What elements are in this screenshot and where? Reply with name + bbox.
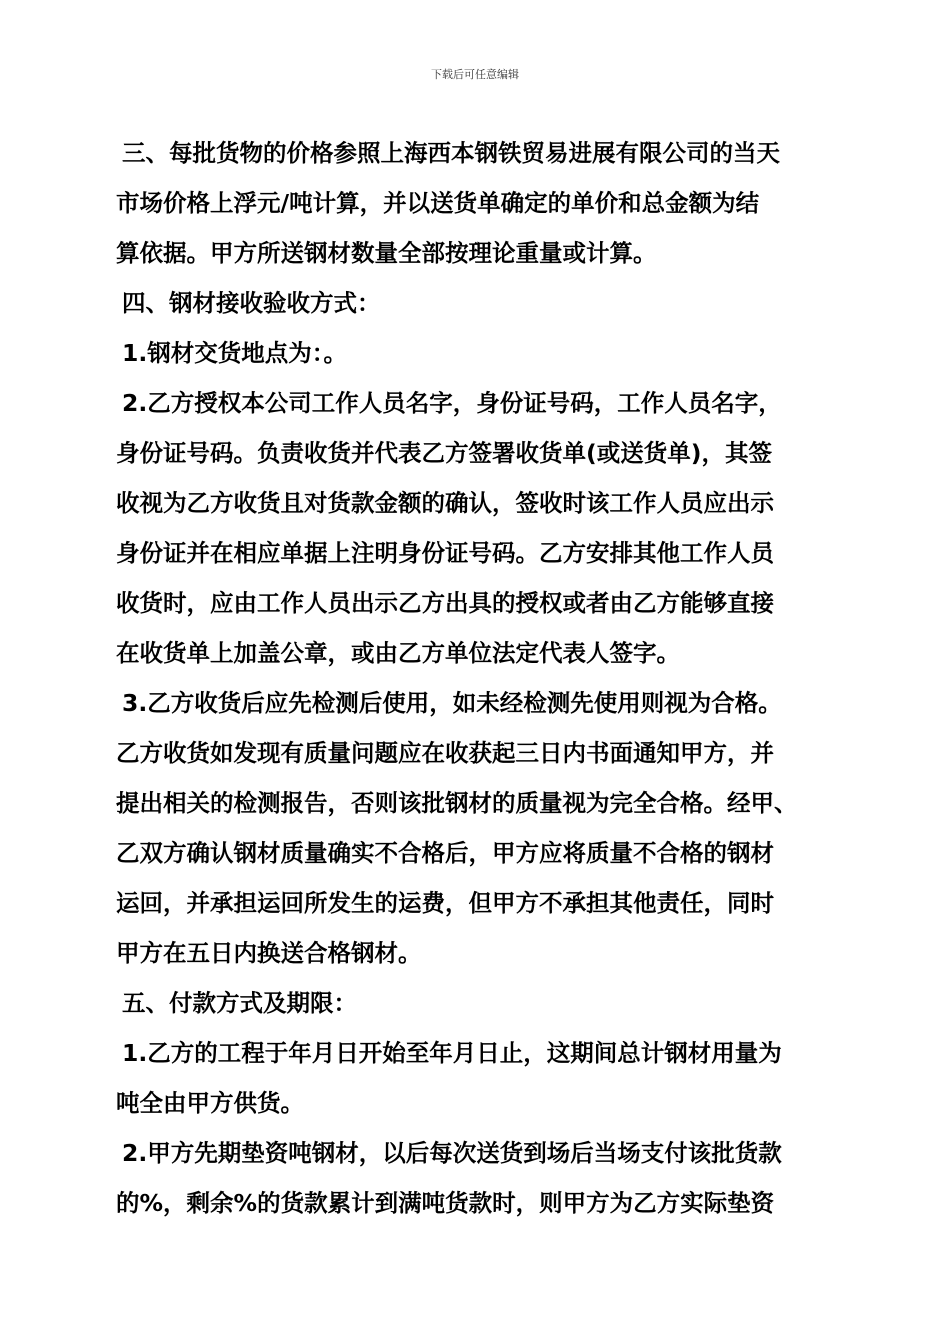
text-line: 1.乙方的工程于年月日开始至年月日止，这期间总计钢材用量为: [122, 1039, 782, 1067]
text-line: 算依据。甲方所送钢材数量全部按理论重量或计算。: [116, 239, 657, 267]
text-line: 在收货单上加盖公章，或由乙方单位法定代表人签字。: [116, 639, 680, 667]
text-line: 2.乙方授权本公司工作人员名字，身份证号码，工作人员名字，: [122, 389, 782, 417]
text-line: 三、每批货物的价格参照上海西本钢铁贸易进展有限公司的当天: [122, 139, 780, 167]
document-body: [116, 128, 846, 1228]
section-heading: 五、付款方式及期限：: [122, 989, 357, 1017]
text-line: 1.钢材交货地点为：。: [122, 339, 348, 367]
page-header: 下载后可任意编辑: [431, 68, 519, 81]
section-heading: 四、钢材接收验收方式：: [122, 289, 381, 317]
text-line: 身份证号码。负责收货并代表乙方签署收货单(或送货单)，其签: [116, 439, 772, 467]
text-line: 乙双方确认钢材质量确实不合格后，甲方应将质量不合格的钢材: [116, 839, 774, 867]
text-line: 市场价格上浮元/吨计算，并以送货单确定的单价和总金额为结: [116, 189, 760, 217]
text-line: 收货时，应由工作人员出示乙方出具的授权或者由乙方能够直接: [116, 589, 774, 617]
text-line: 收视为乙方收货且对货款金额的确认，签收时该工作人员应出示: [116, 489, 774, 517]
text-line: 3.乙方收货后应先检测后使用，如未经检测先使用则视为合格。: [122, 689, 782, 717]
text-line: 2.甲方先期垫资吨钢材，以后每次送货到场后当场支付该批货款: [122, 1139, 782, 1167]
text-line: 身份证并在相应单据上注明身份证号码。乙方安排其他工作人员: [116, 539, 774, 567]
text-line: 乙方收货如发现有质量问题应在收获起三日内书面通知甲方，并: [116, 739, 774, 767]
text-line: 吨全由甲方供货。: [116, 1089, 304, 1117]
text-line: 的%，剩余%的货款累计到满吨货款时，则甲方为乙方实际垫资: [116, 1189, 775, 1217]
text-line: 甲方在五日内换送合格钢材。: [116, 939, 422, 967]
text-line: 运回，并承担运回所发生的运费，但甲方不承担其他责任，同时: [116, 889, 774, 917]
text-line: 提出相关的检测报告，否则该批钢材的质量视为完全合格。经甲、: [116, 789, 798, 817]
